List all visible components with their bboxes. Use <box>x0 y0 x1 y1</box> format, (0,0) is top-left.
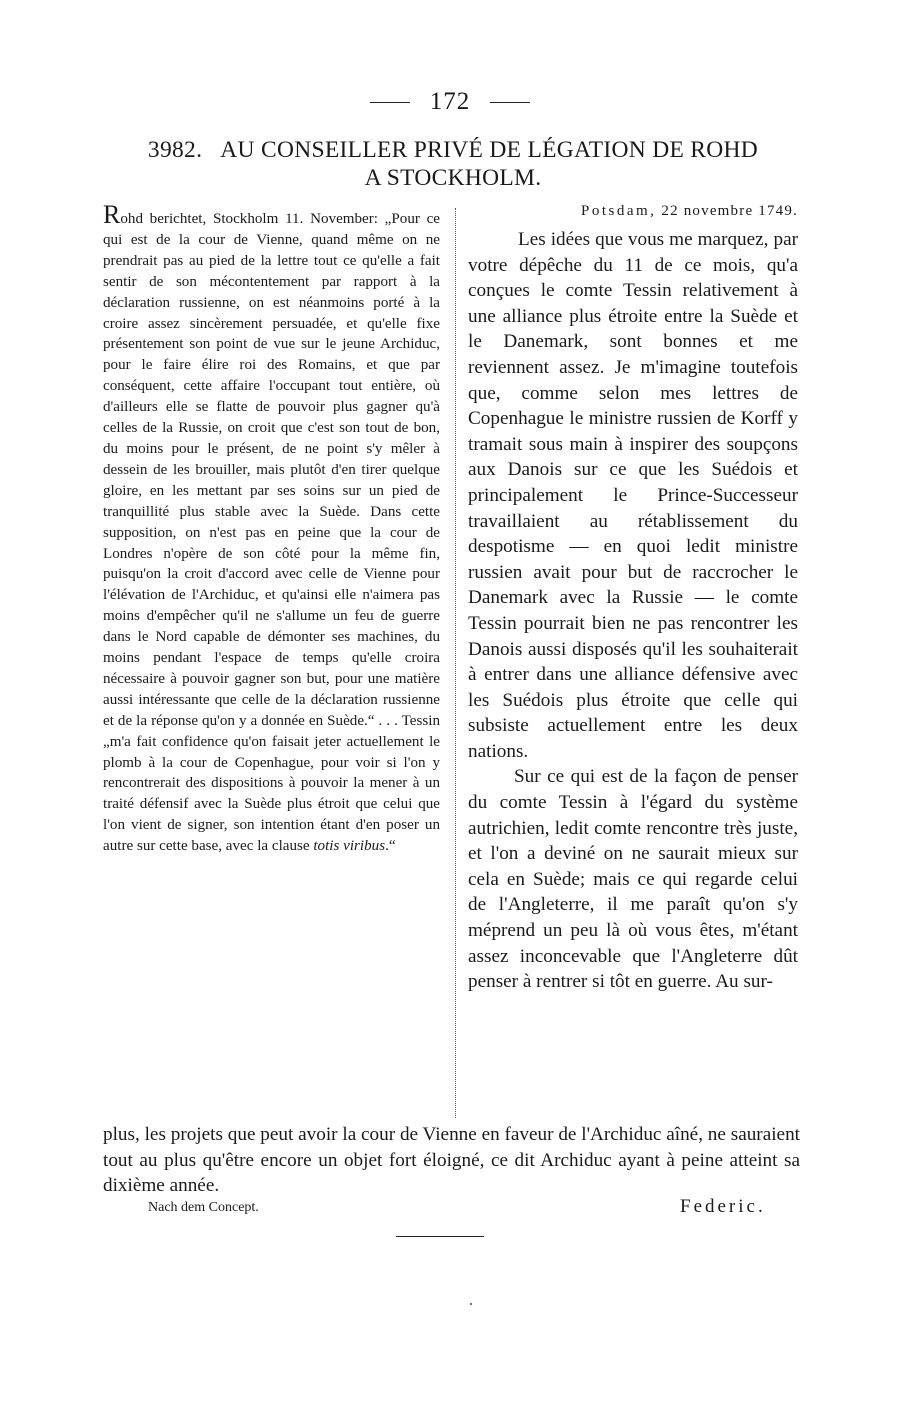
print-speck <box>470 1303 472 1305</box>
column-divider <box>455 208 456 1118</box>
report-text-end: .“ <box>385 838 396 855</box>
letter-continuation <box>103 1122 800 1199</box>
dateline <box>468 201 798 221</box>
continuation-text: plus, les projets que peut avoir la cour de Vienne en faveur de l'Archiduc aîné, ne sauraient tout au plus qu'être encore un objet fort éloigné, ce dit Archiduc ayant à peine atteint sa dixième année. <box>103 1124 800 1197</box>
letter-paragraph-1: Les idées que vous me marquez, par votre dépêche du 11 de ce mois, qu'a conçues le comte Tessin relativement à une alliance plus étroite entre la Suède et le Danemark, sont bonnes et me reviennent assez. Je m'imagine toutefois que, comme selon mes lettres de Copenhague le ministre russien de Korff y tramait sous main à inspirer des soupçons aux Danois sur ce que les Suédois et principalement le Prince-Successeur travaillaient au rétablissement du despotisme — en quoi ledit ministre russien avait pour but de raccrocher le Danemark avec la Russie — le comte Tessin pourrait bien ne pas rencontrer les Danois aussi disposés qu'il les souhaiterait à entrer dans une alliance défensive avec les Suédois plus étroite que celle qui subsiste actuellement entre les deux nations. <box>468 229 798 762</box>
report-excerpt-column <box>103 200 440 857</box>
title-line-1 <box>108 136 798 164</box>
letter-body-column <box>468 201 798 995</box>
header-dash-left <box>370 102 410 103</box>
letter-paragraph-2: Sur ce qui est de la façon de penser du comte Tessin à l'égard du système autrichien, ledit comte rencontre très juste, et l'on a deviné on ne saurait mieux sur cela en Suède; mais ce qui regarde celui de l'Angleterre, il me paraît qu'on s'y méprend un peu là où vous êtes, m'étant assez inconcevable que l'Angleterre dût penser à rentrer si tôt en guerre. Au sur- <box>468 766 798 993</box>
header-dash-right <box>490 102 530 103</box>
title-text: AU CONSEILLER PRIVÉ DE LÉGATION DE ROHD <box>220 137 759 163</box>
source-note: Nach dem Concept. <box>148 1200 259 1215</box>
dateline-place: Potsdam, <box>580 203 657 219</box>
page-header <box>0 88 900 124</box>
report-text: ohd berichtet, Stockholm 11. November: „Pour ce qui est de la cour de Vienne, quand même on ne prendrait pas au pied de la lettre tout ce qu'elle a fait sentir de son mécontentement par rapport à la déclaration russienne, on est néanmoins porté à la croire assez sincèrement persuadée, et qu'elle fixe présentement son point de vue sur le jeune Archiduc, pour le faire élire roi des Romains, et que par conséquent, cette affaire l'occupant tout entière, où d'ailleurs elle se flatte de pouvoir plus gagner qu'à celles de la Russie, on croit que c'est son tout de bon, du moins pour le présent, de ne point s'y mêler à dessein de les brouiller, mais plutôt d'en tirer quelque gloire, en les mettant par ses soins sur un pied de tranquillité plus stable avec la Suède. Dans cette supposition, on n'est pas en peine que la cour de Londres n'opère de son côté pour la même fin, puisqu'on la croit d'accord avec celle de Vienne pour l'élévation de l'Archiduc, et qu'ainsi elle n'aimera pas moins d'empêcher qu'il ne s'allume un feu de guerre dans le Nord capable de démonter ses machines, du moins pendant l'espace de temps qu'elle croira nécessaire à pouvoir gagner son but, pour une matière aussi intéressante que celle de la déclaration russienne et de la réponse qu'on y a donnée en Suède.“ . . . Tessin „m'a fait confidence qu'on faisait jeter actuellement le plomb à la cour de Copenhague, pour voir si l'on y rencontrerait des dispositions à pouvoir la mener à un traité défensif avec la Suède plus étroit que celui que l'on vient de signer, son intention étant d'en poser un autre sur cette base, avec la clause <box>103 211 440 855</box>
report-italic-phrase: totis viribus <box>313 838 386 855</box>
signature: Federic. <box>680 1196 766 1217</box>
end-rule <box>396 1236 484 1237</box>
dateline-date: 22 novembre 1749. <box>656 203 798 219</box>
letter-title <box>108 136 798 192</box>
letter-number: 3982. <box>147 137 203 163</box>
page-number: 172 <box>429 88 471 115</box>
title-line-2: A STOCKHOLM. <box>364 165 542 191</box>
dropcap: R <box>103 200 121 229</box>
